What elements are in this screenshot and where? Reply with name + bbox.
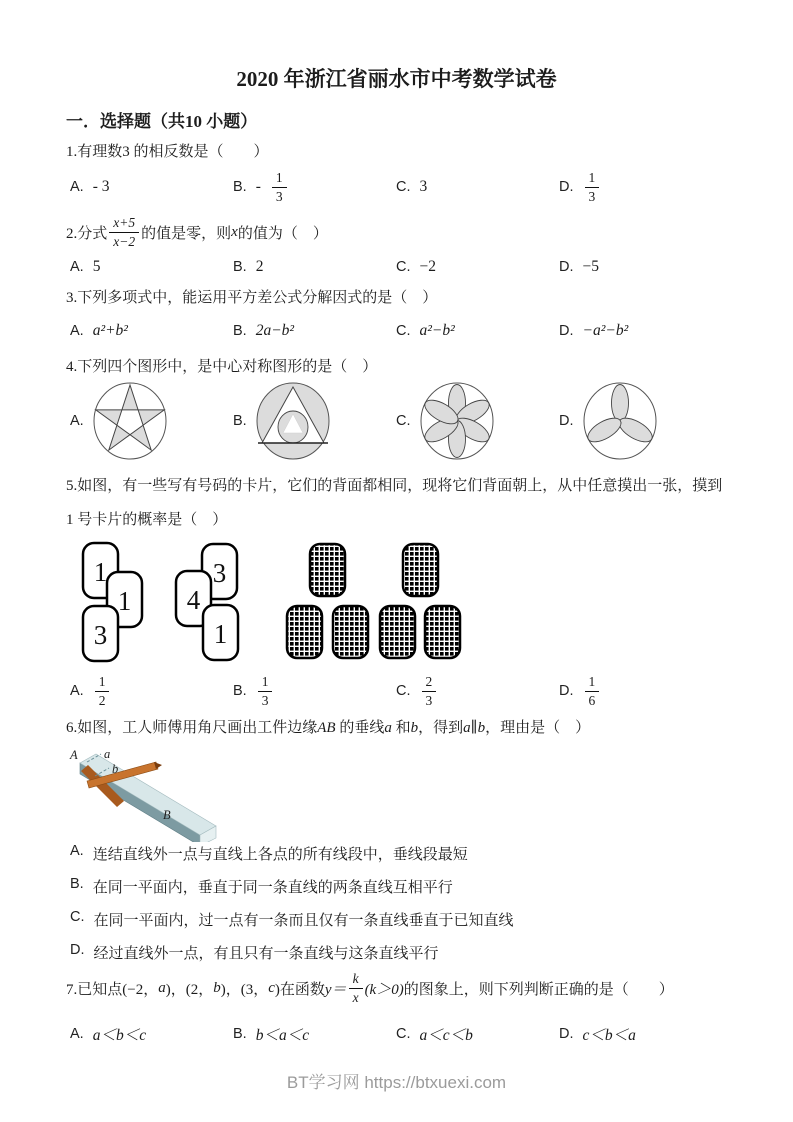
checkered-card [287, 606, 322, 658]
stem-text: )在函数 [274, 981, 325, 998]
card-number: 1 [213, 619, 228, 649]
fraction-numerator: 2 [422, 674, 437, 692]
option-text: −a²−b² [582, 322, 629, 339]
q2-option-c [396, 256, 436, 278]
option-label: A. [70, 413, 84, 429]
q7-option-d [559, 1022, 636, 1046]
option-label: B. [233, 259, 247, 275]
option-label: A. [70, 683, 84, 699]
fraction-denominator: x−2 [113, 233, 136, 249]
option-label: D. [559, 1026, 574, 1042]
checkered-card [333, 606, 368, 658]
option-text: c＜b＜a [582, 1027, 636, 1044]
checkered-card [425, 606, 460, 658]
option-text: 3 [419, 178, 428, 195]
option-text: a²−b² [419, 322, 455, 339]
stem-text: 的值为（ ） [237, 225, 328, 242]
fraction-denominator: 3 [261, 692, 269, 708]
variable: a [158, 979, 166, 996]
checkered-card [403, 544, 438, 596]
option-text: 2 [255, 258, 264, 275]
option-label: B. [233, 323, 247, 339]
q3-stem: 3.下列多项式中，能运用平方差公式分解因式的是（ ） [66, 290, 438, 306]
option-text: 在同一平面内，过一点有一条而且仅有一条直线垂直于已知直线 [93, 913, 514, 929]
option-label: D. [559, 683, 574, 699]
option-text: 在同一平面内，垂直于同一条直线的两条直线互相平行 [92, 880, 453, 896]
fraction [422, 674, 437, 708]
q2-option-b [233, 256, 263, 278]
variable: AB [317, 720, 336, 736]
option-label: C. [396, 323, 411, 339]
option-label: D. [559, 413, 574, 429]
q4-option-b [233, 380, 333, 462]
variable: b [213, 979, 221, 996]
variable: b [410, 720, 419, 736]
option-label: B. [233, 1026, 247, 1042]
card-number: 3 [93, 620, 108, 650]
fraction [95, 674, 110, 708]
q1-options [70, 164, 730, 210]
q4-option-c [396, 380, 497, 462]
label-B: B [163, 808, 171, 822]
option-label: C. [396, 259, 411, 275]
variable: x [231, 223, 238, 240]
q3-option-a [70, 318, 128, 344]
q1-option-a [70, 164, 110, 210]
q3-option-d [559, 318, 628, 344]
three-petal-rosette-figure [580, 380, 660, 462]
q7-option-b [233, 1022, 309, 1046]
fraction-denominator: 3 [425, 692, 433, 708]
option-label: C. [396, 413, 411, 429]
minus-sign: - [255, 178, 261, 195]
page-title: 2020 年浙江省丽水市中考数学试卷 [236, 67, 557, 91]
q4-options [70, 380, 750, 462]
card-number: 1 [117, 586, 132, 616]
fraction-denominator: 3 [588, 188, 596, 204]
option-text: −2 [419, 258, 436, 275]
checkered-card [310, 544, 345, 596]
q5-options [70, 668, 730, 714]
q3-option-c [396, 318, 455, 344]
stem-text: 和 [391, 720, 411, 736]
stem-text: )，(2， [165, 981, 214, 998]
beam-side-face [80, 763, 200, 842]
option-text: 2a−b² [255, 322, 295, 339]
q3-option-b [233, 318, 294, 344]
option-label: A. [70, 259, 84, 275]
option-label: D. [70, 942, 85, 958]
option-label: B. [233, 413, 247, 429]
q6-option-d [70, 942, 750, 963]
q4-option-d [559, 380, 660, 462]
fraction-numerator: 1 [95, 674, 110, 692]
q4-stem: 4.下列四个图形中，是中心对称图形的是（ ） [66, 359, 378, 375]
card-number: 4 [186, 585, 201, 615]
label-a: a [104, 747, 111, 761]
option-label: D. [559, 259, 574, 275]
stem-text: ，理由是（ ） [485, 720, 591, 736]
q1-option-c [396, 164, 427, 210]
q5-option-d [559, 668, 601, 714]
option-label: B. [70, 876, 84, 892]
q6-option-a [70, 843, 750, 864]
option-label: D. [559, 179, 574, 195]
condition: (k＞0) [364, 981, 404, 998]
q2-options [70, 256, 730, 278]
fraction-numerator: k [349, 971, 363, 989]
option-text: a＜b＜c [92, 1027, 147, 1044]
fraction-numerator: 1 [585, 170, 600, 188]
card-number: 3 [212, 558, 227, 588]
label-b: b [112, 762, 119, 776]
back-cards [287, 544, 460, 658]
q6-stem [66, 717, 728, 739]
stem-text: 的值是零，则 [141, 225, 232, 242]
q7-options [70, 1022, 730, 1046]
fraction-denominator: 6 [588, 692, 596, 708]
q1-option-b [233, 164, 289, 210]
fraction [258, 674, 273, 708]
fraction-numerator: 1 [258, 674, 273, 692]
option-label: A. [70, 323, 84, 339]
q7-option-a [70, 1022, 146, 1046]
q4-option-a [70, 380, 170, 462]
stem-text: ，得到 [418, 720, 464, 736]
fraction-denominator: 3 [275, 188, 283, 204]
q3-options [70, 318, 730, 344]
q1-option-d [559, 164, 601, 210]
q5-cards-figure [80, 537, 470, 669]
option-text: 连结直线外一点与直线上各点的所有线段中，垂线段最短 [92, 847, 468, 863]
q6-option-b [70, 876, 750, 897]
q7-stem [66, 963, 728, 1013]
fraction [585, 674, 600, 708]
option-label: A. [70, 1026, 84, 1042]
option-text: 5 [92, 258, 101, 275]
q6-option-c [70, 909, 750, 930]
fraction-denominator: x [352, 989, 359, 1005]
six-petal-rosette-figure [417, 380, 497, 462]
option-text: a＜c＜b [419, 1027, 473, 1044]
option-label: A. [70, 843, 84, 859]
stem-text: 的图象上，则下列判断正确的是（ ） [403, 981, 674, 998]
option-label: D. [559, 323, 574, 339]
pentagram-in-circle-figure [90, 380, 170, 462]
fraction [272, 170, 287, 204]
stem-text: 的垂线 [335, 720, 385, 736]
checkered-card [380, 606, 415, 658]
stem-text: 6.如图，工人师傅用角尺画出工件边缘 [66, 720, 318, 736]
fraction-numerator: 1 [585, 674, 600, 692]
option-label: C. [396, 1026, 411, 1042]
stem-text: )，(3， [220, 981, 269, 998]
option-text: - 3 [92, 178, 110, 195]
stem-text: 7.已知点(−2， [66, 981, 159, 998]
option-text: a²+b² [92, 322, 128, 339]
stem-text: 2.分式 [66, 225, 108, 242]
q7-option-c [396, 1022, 473, 1046]
section-heading: 一．选择题（共10 小题） [66, 112, 258, 131]
footer-watermark: BT学习网 https://btxuexi.com [286, 1073, 507, 1092]
option-text: −5 [582, 258, 599, 275]
option-text: b＜a＜c [255, 1027, 310, 1044]
q5-stem: 5.如图，有一些写有号码的卡片，它们的背面都相同，现将它们背面朝上，从中任意摸出一张，摸到1 号卡片的概率是（ ） [66, 478, 723, 528]
fraction-denominator: 2 [98, 692, 106, 708]
fraction-numerator: 1 [272, 170, 287, 188]
option-label: C. [396, 179, 411, 195]
fraction [349, 971, 363, 1005]
fraction-numerator: x+5 [109, 215, 139, 233]
q5-option-a [70, 668, 111, 714]
fraction [109, 215, 139, 249]
card-number: 1 [93, 557, 108, 587]
label-A: A [70, 748, 78, 762]
q2-option-a [70, 256, 100, 278]
option-label: B. [233, 683, 247, 699]
option-label: C. [396, 683, 411, 699]
front-cards [83, 543, 238, 661]
variable: a [384, 720, 392, 736]
option-label: A. [70, 179, 84, 195]
option-label: B. [233, 179, 247, 195]
q2-option-d [559, 256, 599, 278]
option-label: C. [70, 909, 85, 925]
variable: y＝ [324, 981, 347, 998]
q6-angle-ruler-figure [68, 747, 308, 842]
triangle-ring-in-circle-figure [253, 380, 333, 462]
option-text: 经过直线外一点，有且只有一条直线与这条直线平行 [93, 946, 439, 962]
fraction [585, 170, 600, 204]
variable: c [268, 979, 275, 996]
q5-option-b [233, 668, 274, 714]
q2-stem [66, 209, 728, 255]
q1-stem: 1.有理数3 的相反数是（ ） [66, 144, 269, 160]
q5-option-c [396, 668, 438, 714]
variable: a∥b [463, 720, 486, 736]
